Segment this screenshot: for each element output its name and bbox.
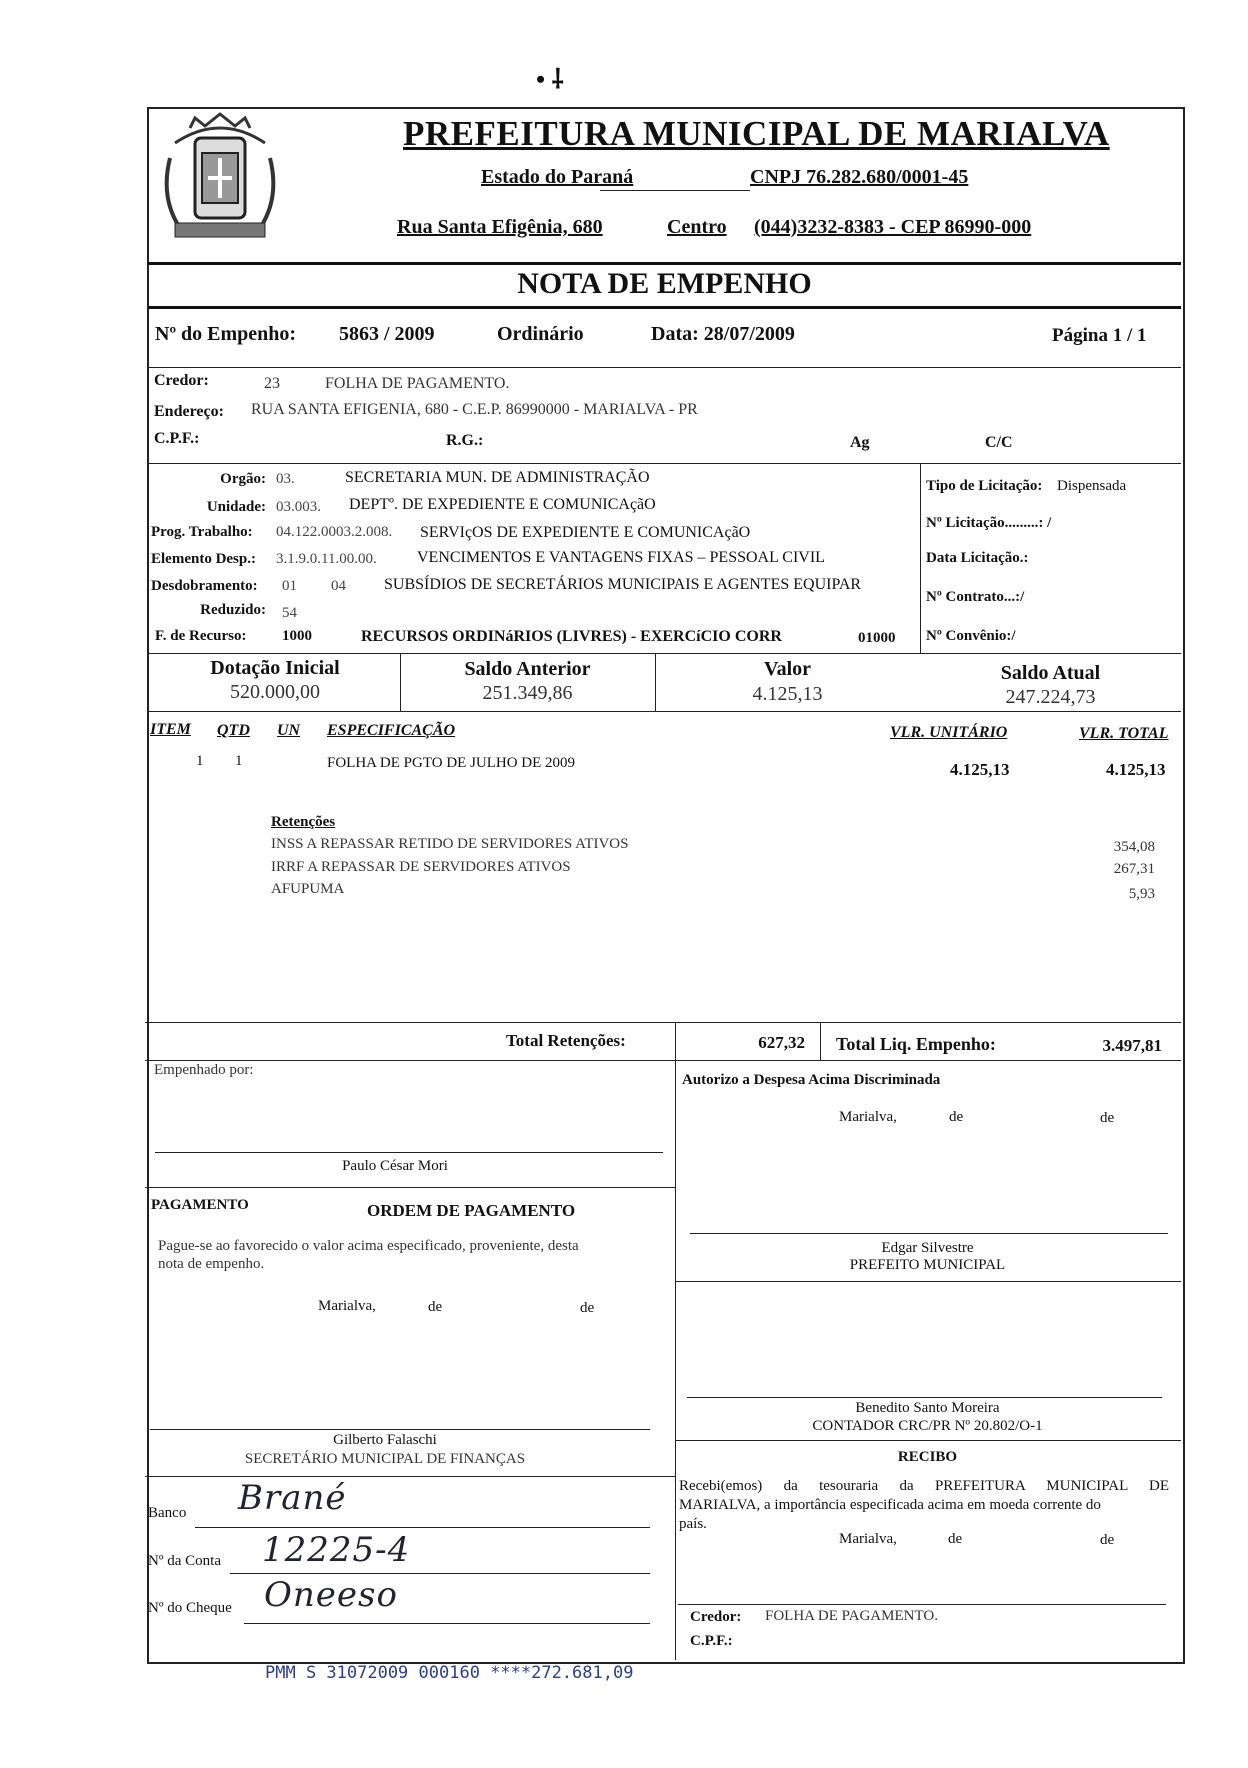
conta-handwritten: 12225-4 bbox=[262, 1530, 411, 1570]
autorizo-de2: de bbox=[1100, 1110, 1115, 1126]
dotacao-value: 520.000,00 bbox=[230, 681, 320, 703]
ag-label: Ag bbox=[850, 434, 870, 451]
item-unit: 4.125,13 bbox=[950, 760, 1010, 779]
coat-of-arms-logo bbox=[150, 108, 290, 258]
saldo-anterior-value: 251.349,86 bbox=[482, 682, 573, 704]
prog-name: SERVIçOS DE EXPEDIENTE E COMUNICAçãO bbox=[420, 524, 751, 541]
tipo-licitacao-label: Tipo de Licitação: bbox=[926, 478, 1043, 494]
col-item: ITEM bbox=[150, 721, 191, 738]
elem-name: VENCIMENTOS E VANTAGENS FIXAS – PESSOAL CIVIL bbox=[417, 549, 825, 566]
recibo-text3: país. bbox=[679, 1516, 707, 1532]
recibo-text2: MARIALVA, a importância especificada acima em moeda corrente do bbox=[679, 1497, 1101, 1513]
cpf-label: C.P.F.: bbox=[154, 430, 200, 447]
contador-name: Benedito Santo Moreira bbox=[855, 1400, 1000, 1416]
tipo-licitacao-value: Dispensada bbox=[1057, 478, 1127, 494]
desd-code2: 04 bbox=[331, 578, 346, 594]
header-title: PREFEITURA MUNICIPAL DE MARIALVA bbox=[403, 114, 1110, 153]
contador-role: CONTADOR CRC/PR Nº 20.802/O-1 bbox=[812, 1418, 1043, 1434]
saldo-anterior-label: Saldo Anterior bbox=[464, 658, 591, 680]
retencao-value: 5,93 bbox=[1128, 886, 1155, 902]
col-espec: ESPECIFICAÇÃO bbox=[327, 722, 456, 739]
elem-label: Elemento Desp.: bbox=[151, 551, 256, 567]
col-total: VLR. TOTAL bbox=[1079, 725, 1169, 742]
orgao-code: 03. bbox=[276, 471, 295, 487]
dotacao-label: Dotação Inicial bbox=[210, 657, 340, 679]
recurso-label: F. de Recurso: bbox=[155, 628, 247, 644]
pagamento-label: PAGAMENTO bbox=[151, 1197, 249, 1213]
total-retencoes-value: 627,32 bbox=[758, 1033, 805, 1052]
banco-label: Banco bbox=[148, 1505, 187, 1521]
recibo-credor-value: FOLHA DE PAGAMENTO. bbox=[765, 1608, 938, 1624]
unidade-code: 03.003. bbox=[276, 499, 321, 515]
recurso-code: 1000 bbox=[282, 628, 312, 644]
prog-label: Prog. Trabalho: bbox=[151, 524, 253, 540]
recurso-code2: 01000 bbox=[858, 630, 896, 646]
secretario-role: SECRETÁRIO MUNICIPAL DE FINANÇAS bbox=[244, 1451, 526, 1467]
secretario-name: Gilberto Falaschi bbox=[333, 1432, 437, 1448]
item-qtd: 1 bbox=[235, 753, 243, 769]
prefeito-role: PREFEITO MUNICIPAL bbox=[849, 1257, 1006, 1273]
total-retencoes-label: Total Retenções: bbox=[506, 1031, 626, 1050]
numero-licitacao: Nº Licitação.........: / bbox=[926, 515, 1052, 531]
empenhado-label: Empenhado por: bbox=[154, 1062, 254, 1078]
pagamento-city: Marialva, bbox=[318, 1298, 376, 1314]
pagamento-title: ORDEM DE PAGAMENTO bbox=[367, 1201, 576, 1220]
recibo-de2: de bbox=[1100, 1532, 1115, 1548]
cheque-label: Nº do Cheque bbox=[148, 1600, 232, 1616]
banco-handwritten: Brané bbox=[238, 1478, 347, 1518]
header-state: Estado do Paraná bbox=[481, 166, 634, 188]
pagamento-de2: de bbox=[580, 1300, 595, 1316]
conta-label: Nº da Conta bbox=[148, 1553, 221, 1569]
cheque-handwritten: Oneeso bbox=[264, 1575, 398, 1615]
recibo-title: RECIBO bbox=[897, 1449, 958, 1465]
cc-label: C/C bbox=[985, 434, 1013, 451]
header-district: Centro bbox=[667, 216, 727, 238]
header-cnpj: CNPJ 76.282.680/0001-45 bbox=[750, 166, 969, 188]
unidade-name: DEPTº. DE EXPEDIENTE E COMUNICAçãO bbox=[349, 496, 656, 513]
page-indicator: Página 1 / 1 bbox=[1052, 325, 1147, 346]
desd-name: SUBSÍDIOS DE SECRETÁRIOS MUNICIPAIS E AGENTES EQUIPAR bbox=[384, 576, 862, 593]
print-stamp: PMM S 31072009 000160 ****272.681,09 bbox=[265, 1663, 634, 1683]
recibo-credor-label: Credor: bbox=[690, 1609, 742, 1625]
empenho-type: Ordinário bbox=[497, 323, 584, 345]
retencao-desc: IRRF A REPASSAR DE SERVIDORES ATIVOS bbox=[271, 859, 571, 875]
autorizo-city: Marialva, bbox=[839, 1109, 897, 1125]
credor-label: Credor: bbox=[154, 372, 209, 389]
pagamento-text2: nota de empenho. bbox=[158, 1256, 265, 1272]
reduzido-label: Reduzido: bbox=[200, 602, 266, 618]
retencoes-title: Retenções bbox=[271, 814, 336, 830]
document-title: NOTA DE EMPENHO bbox=[517, 267, 812, 300]
prog-code: 04.122.0003.2.008. bbox=[276, 524, 393, 540]
empenho-date: Data: 28/07/2009 bbox=[651, 323, 795, 345]
recurso-name: RECURSOS ORDINáRIOS (LIVRES) - EXERCíCIO CORR bbox=[361, 628, 782, 645]
orgao-label: Orgão: bbox=[220, 471, 266, 487]
rg-label: R.G.: bbox=[446, 432, 484, 449]
col-qtd: QTD bbox=[217, 722, 250, 739]
valor-label: Valor bbox=[763, 658, 812, 680]
recibo-text1: Recebi(emos) da tesouraria da PREFEITURA MUNICIPAL DE bbox=[679, 1478, 1169, 1494]
col-un: UN bbox=[277, 722, 301, 739]
total-liq-label: Total Liq. Empenho: bbox=[836, 1034, 996, 1054]
empenho-number: 5863 / 2009 bbox=[339, 323, 435, 345]
recibo-cpf-label: C.P.F.: bbox=[690, 1633, 733, 1649]
recibo-city: Marialva, bbox=[839, 1531, 897, 1547]
item-desc: FOLHA DE PGTO DE JULHO DE 2009 bbox=[327, 755, 576, 771]
col-unit: VLR. UNITÁRIO bbox=[890, 724, 1008, 741]
prefeito-name: Edgar Silvestre bbox=[881, 1240, 974, 1256]
item-total: 4.125,13 bbox=[1106, 760, 1166, 779]
credor-address: RUA SANTA EFIGENIA, 680 - C.E.P. 86990000 - MARIALVA - PR bbox=[251, 401, 698, 418]
desd-code1: 01 bbox=[282, 578, 297, 594]
empenhado-name: Paulo César Mori bbox=[342, 1158, 448, 1174]
address-label: Endereço: bbox=[154, 403, 224, 420]
autorizo-de1: de bbox=[949, 1109, 964, 1125]
retencao-desc: INSS A REPASSAR RETIDO DE SERVIDORES ATIVOS bbox=[271, 836, 629, 852]
autorizo-title: Autorizo a Despesa Acima Discriminada bbox=[682, 1072, 941, 1088]
saldo-atual-label: Saldo Atual bbox=[1000, 662, 1101, 684]
reduzido-code: 54 bbox=[282, 605, 297, 621]
top-mark: • ⸸ bbox=[536, 65, 564, 94]
numero-contrato: Nº Contrato...:/ bbox=[926, 589, 1025, 605]
elem-code: 3.1.9.0.11.00.00. bbox=[276, 551, 377, 567]
pagamento-text1: Pague-se ao favorecido o valor acima especificado, proveniente, desta bbox=[158, 1238, 579, 1254]
desd-label: Desdobramento: bbox=[151, 578, 258, 594]
recibo-de1: de bbox=[948, 1531, 963, 1547]
item-number: 1 bbox=[196, 753, 204, 769]
header-phone-cep: (044)3232-8383 - CEP 86990-000 bbox=[754, 216, 1032, 238]
header-address: Rua Santa Efigênia, 680 bbox=[397, 216, 603, 238]
numero-convenio: Nº Convênio:/ bbox=[926, 628, 1016, 644]
orgao-name: SECRETARIA MUN. DE ADMINISTRAÇÃO bbox=[345, 469, 650, 486]
retencao-value: 354,08 bbox=[1113, 839, 1155, 855]
valor-value: 4.125,13 bbox=[752, 683, 823, 705]
retencao-value: 267,31 bbox=[1113, 861, 1155, 877]
empenho-label: Nº do Empenho: bbox=[155, 323, 297, 345]
credor-name: FOLHA DE PAGAMENTO. bbox=[325, 375, 510, 392]
total-liq-value: 3.497,81 bbox=[1102, 1036, 1162, 1055]
retencao-desc: AFUPUMA bbox=[271, 881, 345, 897]
unidade-label: Unidade: bbox=[206, 499, 266, 515]
credor-code: 23 bbox=[264, 375, 280, 392]
saldo-atual-value: 247.224,73 bbox=[1005, 686, 1096, 708]
data-licitacao: Data Licitação.: bbox=[926, 550, 1029, 566]
pagamento-de1: de bbox=[428, 1299, 443, 1315]
